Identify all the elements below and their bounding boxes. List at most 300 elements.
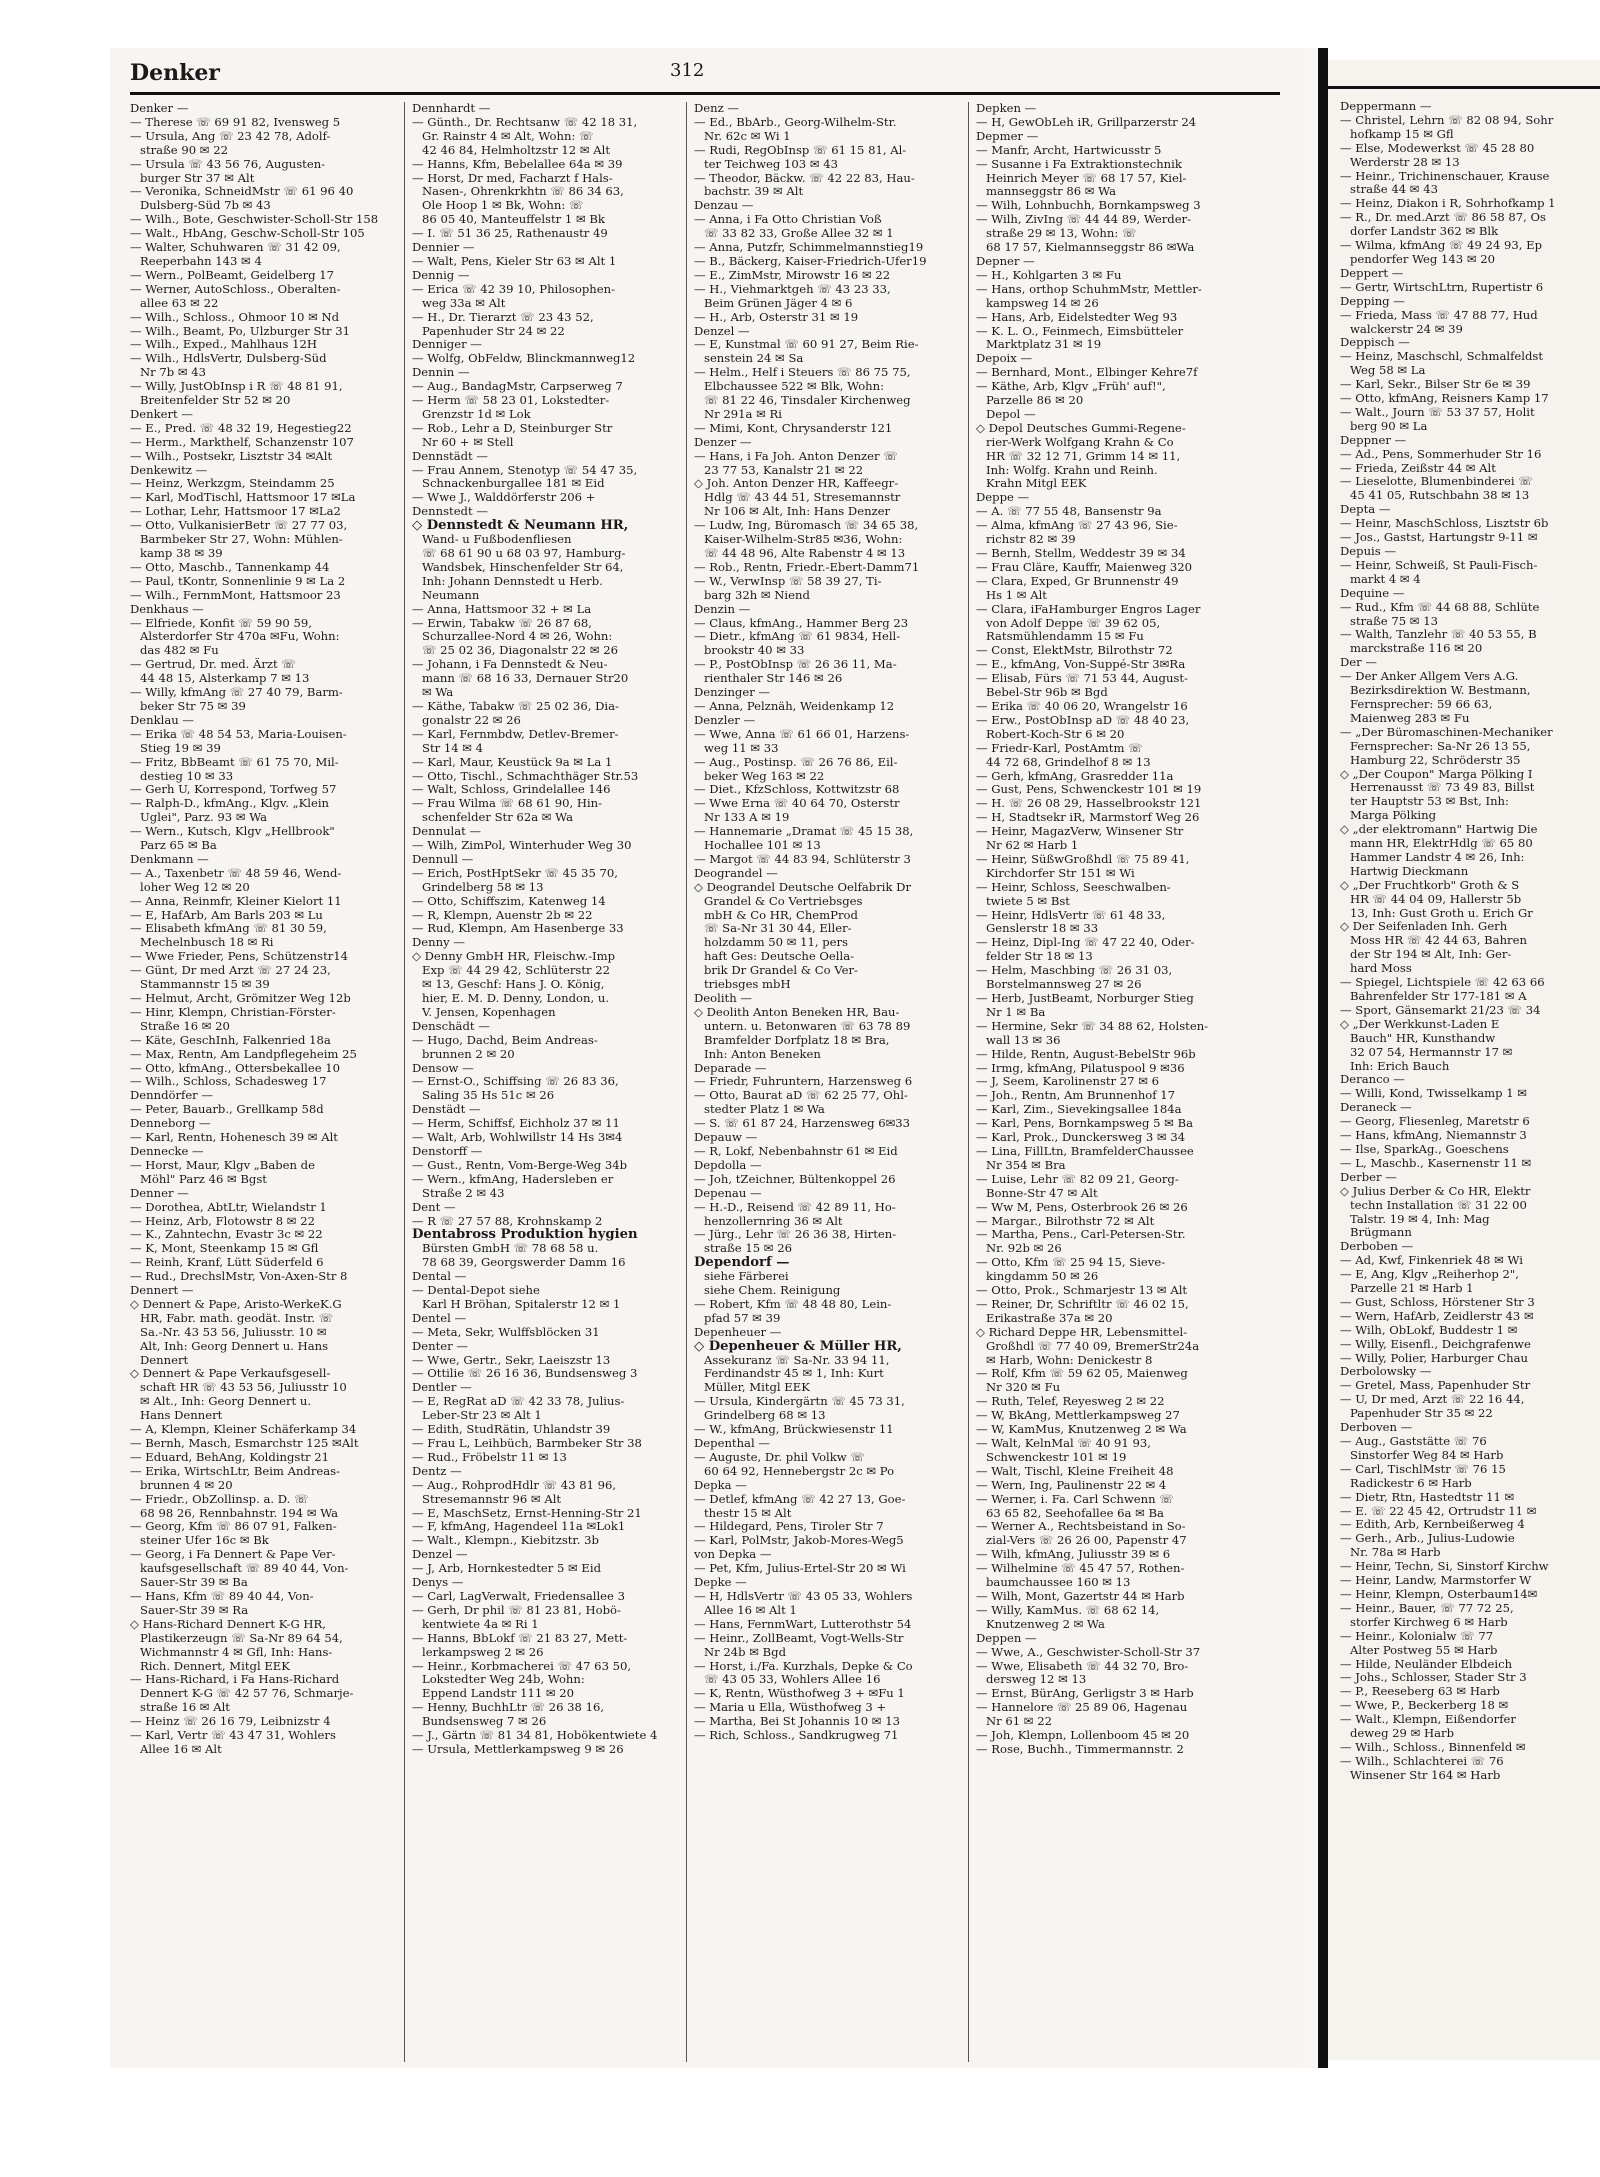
directory-entry: Wand- u Fußbodenfliesen: [422, 533, 572, 547]
directory-entry: — Hans, FernmWart, Lutterothstr 54: [694, 1617, 912, 1631]
surname-heading: Denzin —: [694, 602, 751, 616]
directory-entry: Bezirksdirektion W. Bestmann,: [1350, 684, 1531, 698]
directory-entry: — Heinr, MagazVerw, Winsener Str: [976, 825, 1184, 839]
directory-entry: — Ed., BbArb., Georg-Wilhelm-Str.: [694, 115, 897, 129]
directory-entry: ◇ Richard Deppe HR, Lebensmittel-: [976, 1325, 1188, 1339]
directory-entry: — Luise, Lehr ☏ 82 09 21, Georg-: [976, 1172, 1179, 1186]
directory-entry: Uglei", Parz. 93 ✉ Wa: [140, 811, 268, 825]
directory-entry: ter Hauptstr 53 ✉ Bst, Inh:: [1350, 795, 1509, 809]
book-gutter-shadow: [1318, 48, 1328, 2068]
directory-entry: Nr 320 ✉ Fu: [986, 1381, 1061, 1395]
directory-column-1: [130, 102, 388, 2062]
surname-heading: Denschädt —: [412, 1019, 490, 1033]
directory-entry: — Hannelore ☏ 25 89 06, Hagenau: [976, 1701, 1188, 1715]
directory-entry: Grindelberg 68 ✉ 13: [704, 1409, 826, 1423]
directory-entry: — Frau L, Leihbüch, Barmbeker Str 38: [412, 1437, 642, 1450]
directory-entry: — Karl, Fernmbdw, Detlev-Bremer-: [412, 727, 619, 741]
directory-entry: — Walt., Klempn, Eißendorfer: [1340, 1713, 1516, 1727]
directory-entry: — Rud., Kfm ☏ 44 68 88, Schlüte: [1340, 600, 1540, 614]
directory-entry: Leber-Str 23 ✉ Alt 1: [422, 1409, 542, 1423]
directory-entry: siehe Chem. Reinigung: [704, 1284, 841, 1298]
surname-heading: Depmer —: [976, 129, 1039, 143]
directory-entry: — J, Arb, Hornkestedter 5 ✉ Eid: [412, 1562, 602, 1576]
directory-entry: twiete 5 ✉ Bst: [986, 894, 1070, 908]
directory-entry: brookstr 40 ✉ 33: [704, 644, 805, 658]
directory-entry: — Ad, Kwf, Finkenriek 48 ✉ Wi: [1340, 1254, 1523, 1268]
directory-column-4: [976, 102, 1234, 2062]
surname-heading: Dennstedt —: [412, 505, 488, 519]
directory-entry: Schwenckestr 101 ✉ 19: [986, 1450, 1127, 1464]
directory-entry: — R, Lokf, Nebenbahnstr 61 ✉ Eid: [694, 1144, 898, 1158]
directory-entry: — Hugo, Dachd, Beim Andreas-: [412, 1033, 598, 1047]
directory-entry: — Henny, BuchhLtr ☏ 26 38 16,: [412, 1701, 605, 1715]
directory-entry: — Wwe Erna ☏ 40 64 70, Osterstr: [694, 797, 900, 811]
directory-entry: Alt, Inh: Georg Dennert u. Hans: [140, 1339, 329, 1353]
directory-entry: — Werner, i. Fa. Carl Schwenn ☏: [976, 1492, 1174, 1506]
surname-heading: Deppert —: [1340, 266, 1404, 280]
surname-heading: Depke —: [694, 1576, 747, 1590]
directory-entry: — Rich, Schloss., Sandkrugweg 71: [694, 1729, 899, 1743]
directory-entry: Beim Grünen Jäger 4 ✉ 6: [704, 296, 853, 310]
directory-entry: bachstr. 39 ✉ Alt: [704, 185, 804, 199]
directory-entry: — A, Klempn, Kleiner Schäferkamp 34: [130, 1423, 357, 1437]
directory-entry: Schnackenburgallee 181 ✉ Eid: [422, 477, 605, 491]
directory-entry: — Walt, KelnMal ☏ 40 91 93,: [976, 1437, 1151, 1450]
directory-entry: — Wern, Ing, Paulinenstr 22 ✉ 4: [976, 1478, 1167, 1492]
directory-entry: — Elisabeth kfmAng ☏ 81 30 59,: [130, 922, 327, 936]
directory-entry: — Werner A., Rechtsbeistand in So-: [976, 1520, 1186, 1534]
header-rule: [130, 92, 1280, 95]
directory-entry: — Günth., Dr. Rechtsanw ☏ 42 18 31,: [412, 115, 638, 129]
page-header: [130, 54, 1280, 94]
directory-entry: — Wwe, Gertr., Sekr, Laeiszstr 13: [412, 1353, 611, 1367]
directory-entry: — Wilh., Schloss., Binnenfeld ✉: [1340, 1740, 1526, 1754]
directory-entry: — Frau Annem, Stenotyp ☏ 54 47 35,: [412, 463, 638, 477]
directory-entry: Ratsmühlendamm 15 ✉ Fu: [986, 630, 1144, 644]
directory-entry: — Otto, Schiffszim, Katenweg 14: [412, 894, 606, 908]
directory-entry: mann HR, ElektrHdlg ☏ 65 80: [1350, 837, 1533, 851]
directory-entry: — Walt, Tischl, Kleine Freiheit 48: [976, 1464, 1174, 1478]
directory-entry: — H, GewObLeh iR, Grillparzerstr 24: [976, 115, 1197, 129]
directory-entry: — Ad., Pens, Sommerhuder Str 16: [1340, 447, 1542, 461]
surname-heading: Dennert —: [130, 1284, 194, 1298]
directory-entry: — Helm, Maschbing ☏ 26 31 03,: [976, 964, 1173, 978]
directory-entry: — Karl, Sekr., Bilser Str 6e ✉ 39: [1340, 378, 1531, 392]
directory-columns: [130, 102, 1280, 2062]
directory-entry: — Willy, KamMus. ☏ 68 62 14,: [976, 1603, 1160, 1617]
directory-entry: Grenzstr 1d ✉ Lok: [422, 407, 531, 421]
directory-entry: — Margar., Bilrothstr 72 ✉ Alt: [976, 1214, 1155, 1228]
directory-entry: — Erwin, Tabakw ☏ 26 87 68,: [412, 616, 592, 630]
directory-entry: — Käthe, Arb, Klgv „Früh' auf!",: [976, 380, 1166, 394]
directory-entry: — Heinz, Werkzgm, Steindamm 25: [130, 477, 335, 491]
surname-heading: Depner —: [976, 254, 1035, 268]
directory-entry: — Herm., Markthelf, Schanzenstr 107: [130, 435, 354, 449]
directory-entry: — Käthe, Tabakw ☏ 25 02 36, Dia-: [412, 699, 619, 713]
surname-heading: Dequine —: [1340, 586, 1405, 600]
directory-entry: ◇ Der Seifenladen Inh. Gerh: [1340, 920, 1508, 934]
directory-entry: — Wilh, Mont, Gazertstr 44 ✉ Harb: [976, 1589, 1185, 1603]
directory-entry: — Rose, Buchh., Timmermannstr. 2: [976, 1742, 1184, 1756]
directory-entry: — P., PostObInsp ☏ 26 36 11, Ma-: [694, 658, 897, 672]
directory-entry: Mechelnbusch 18 ✉ Ri: [140, 936, 274, 950]
directory-entry: haft Ges: Deutsche Oella-: [704, 950, 855, 964]
directory-entry: — Hildegard, Pens, Tiroler Str 7: [694, 1520, 884, 1534]
directory-entry: hier, E. M. D. Denny, London, u.: [422, 992, 610, 1005]
directory-entry: — R, Klempn, Auenstr 2b ✉ 22: [412, 908, 593, 922]
directory-entry: Str 14 ✉ 4: [422, 741, 484, 755]
directory-entry: HR ☏ 44 04 09, Hallerstr 5b: [1350, 892, 1522, 906]
directory-entry: — R., Dr. med.Arzt ☏ 86 58 87, Os: [1340, 211, 1546, 225]
directory-entry: — Walt., Klempn., Kiebitzstr. 3b: [412, 1534, 599, 1548]
directory-entry: — Wern., Kutsch, Klgv „Hellbrook": [130, 825, 335, 839]
directory-entry: 42 46 84, Helmholtzstr 12 ✉ Alt: [422, 143, 611, 157]
directory-entry: — „Der Büromaschinen-Mechaniker: [1340, 725, 1553, 739]
directory-entry: — Wilh., FernmMont, Hattsmoor 23: [130, 588, 341, 602]
directory-entry: straße 44 ✉ 43: [1350, 183, 1438, 197]
directory-entry: — W, BkAng, Mettlerkampsweg 27: [976, 1409, 1180, 1423]
directory-entry: — Max, Rentn, Am Landpflegeheim 25: [130, 1047, 357, 1061]
directory-entry: Allee 16 ✉ Alt: [140, 1742, 222, 1756]
directory-entry: — Wilh., Postsekr, Lisztstr 34 ✉Alt: [130, 449, 333, 463]
directory-entry: — Hans, kfmAng, Niemannstr 3: [1340, 1129, 1527, 1143]
directory-entry: ☏ 81 22 46, Tinsdaler Kirchenweg: [704, 394, 911, 408]
directory-entry: — Bernhard, Mont., Elbinger Kehre7f: [976, 366, 1198, 380]
facing-page-fragment: [1328, 60, 1600, 2060]
directory-entry: — Walt, Arb, Wohlwillstr 14 Hs 3✉4: [412, 1131, 623, 1145]
directory-entry: ☏ 44 48 96, Alte Rabenstr 4 ✉ 13: [704, 547, 906, 560]
directory-entry: — Clara, Exped, Gr Brunnenstr 49: [976, 574, 1179, 588]
directory-entry: — Wilh., Exped., Mahlhaus 12H: [130, 338, 317, 352]
directory-entry: 13, Inh: Gust Groth u. Erich Gr: [1350, 906, 1533, 920]
surname-heading: Denniger —: [412, 338, 482, 352]
surname-heading: Denndörfer —: [130, 1089, 214, 1103]
directory-entry: kingdamm 50 ✉ 26: [986, 1270, 1099, 1284]
directory-entry: — W., kfmAng, Brückwiesenstr 11: [694, 1423, 894, 1437]
directory-entry: — Lieselotte, Blumenbinderei ☏: [1340, 475, 1533, 489]
directory-entry: — Heinr., Kolonialw ☏ 77: [1340, 1629, 1494, 1643]
directory-entry: ✉ 13, Geschf: Hans J. O. König,: [422, 978, 605, 992]
directory-entry: — Wilma, kfmAng ☏ 49 24 93, Ep: [1340, 239, 1543, 253]
directory-entry: — Otto, kfmAng., Ottersbekallee 10: [130, 1061, 341, 1075]
facing-page-rule: [1328, 86, 1600, 89]
directory-entry: — Jürg., Lehr ☏ 26 36 38, Hirten-: [694, 1228, 897, 1242]
directory-entry: Hs 1 ✉ Alt: [986, 588, 1047, 602]
directory-entry: Hartwig Dieckmann: [1350, 864, 1469, 878]
directory-page: [110, 48, 1300, 2068]
directory-entry: — Wern., kfmAng, Hadersleben er: [412, 1172, 614, 1186]
directory-entry: ☏ Sa-Nr 31 30 44, Eller-: [704, 922, 852, 936]
directory-entry: — Wilh, ObLokf, Buddestr 1 ✉: [1340, 1323, 1518, 1337]
directory-entry: — Irmg, kfmAng, Pilatuspool 9 ✉36: [976, 1061, 1185, 1075]
directory-entry: Brügmann: [1350, 1226, 1412, 1240]
directory-entry: — H., Viehmarktgeh ☏ 43 23 33,: [694, 282, 891, 296]
directory-entry: — Frieda, Mass ☏ 47 88 77, Hud: [1340, 308, 1538, 322]
directory-entry: — Heinz ☏ 26 16 79, Leibnizstr 4: [130, 1715, 331, 1729]
directory-entry: Winsener Str 164 ✉ Harb: [1350, 1768, 1501, 1782]
surname-heading: Dennier —: [412, 241, 475, 255]
directory-entry: — Martha, Pens., Carl-Petersen-Str.: [976, 1228, 1186, 1242]
directory-entry: — Ernst-O., Schiffsing ☏ 26 83 36,: [412, 1075, 619, 1089]
surname-heading: Deraneck —: [1340, 1101, 1412, 1115]
directory-entry: — Ww M, Pens, Osterbrook 26 ✉ 26: [976, 1200, 1188, 1214]
directory-entry: Papenhuder Str 24 ✉ 22: [422, 324, 565, 338]
directory-entry: — Sport, Gänsemarkt 21/23 ☏ 34: [1340, 1003, 1541, 1017]
directory-entry: — Gerh., Arb., Julius-Ludowie: [1340, 1532, 1515, 1546]
directory-entry: ◇ Julius Derber & Co HR, Elektr: [1340, 1184, 1531, 1198]
directory-entry: 86 05 40, Manteuffelstr 1 ✉ Bk: [422, 213, 605, 227]
directory-entry: — Rud, Klempn, Am Hasenberge 33: [412, 922, 624, 936]
directory-entry: — F, kfmAng, Hagendeel 11a ✉Lok1: [412, 1520, 626, 1534]
surname-heading: Denstädt —: [412, 1103, 481, 1117]
surname-heading: Dennig —: [412, 268, 470, 282]
surname-heading: Denkewitz —: [130, 463, 208, 477]
directory-entry: — Hans-Richard, i Fa Hans-Richard: [130, 1673, 340, 1687]
directory-entry: 23 77 53, Kanalstr 21 ✉ 22: [704, 463, 864, 477]
directory-entry: Erikastraße 37a ✉ 20: [986, 1311, 1113, 1325]
directory-entry: von Adolf Deppe ☏ 39 62 05,: [986, 616, 1161, 630]
directory-entry: Werderstr 28 ✉ 13: [1350, 155, 1460, 169]
directory-entry: berg 90 ✉ La: [1350, 419, 1428, 433]
facing-page-column: [1340, 100, 1600, 2060]
directory-entry: — L, Maschb., Kasernenstr 11 ✉: [1340, 1156, 1532, 1170]
directory-entry: — Heinz, Diakon i R, Sohrhofkamp 1: [1340, 197, 1556, 211]
directory-entry: — Gertrud, Dr. med. Ärzt ☏: [130, 658, 296, 672]
directory-entry: — Aug., Gaststätte ☏ 76: [1340, 1435, 1487, 1448]
directory-entry: — Dietr., kfmAng ☏ 61 9834, Hell-: [694, 630, 901, 644]
directory-column-2: [412, 102, 670, 2062]
directory-entry: gonalstr 22 ✉ 26: [422, 713, 521, 727]
surname-heading: Deppen —: [976, 1631, 1037, 1645]
directory-entry: stedter Platz 1 ✉ Wa: [704, 1103, 825, 1117]
directory-entry: — Werner, AutoSchloss., Oberalten-: [130, 282, 341, 296]
surname-heading: Dennulat —: [412, 825, 482, 839]
directory-entry: — R ☏ 27 57 88, Krohnskamp 2: [412, 1214, 603, 1228]
directory-entry: Dentabross Produktion hygien: [412, 1228, 638, 1243]
directory-entry: brik Dr Grandel & Co Ver-: [704, 964, 858, 978]
directory-entry: Fernsprecher: Sa-Nr 26 13 55,: [1350, 739, 1531, 753]
directory-entry: Straße 16 ✉ 20: [140, 1019, 230, 1033]
directory-entry: 32 07 54, Hermannstr 17 ✉: [1350, 1045, 1513, 1059]
surname-heading: Dennull —: [412, 852, 474, 866]
directory-entry: ◇ Dennert & Pape Verkaufsgesell-: [130, 1367, 331, 1381]
directory-entry: — Spiegel, Lichtspiele ☏ 42 63 66: [1340, 976, 1545, 990]
directory-entry: Nr 60 + ✉ Stell: [422, 435, 514, 449]
directory-entry: — Friedr-Karl, PostAmtm ☏: [976, 741, 1143, 755]
directory-entry: — H, Stadtsekr iR, Marmstorf Weg 26: [976, 811, 1200, 825]
directory-entry: markt 4 ✉ 4: [1350, 572, 1421, 586]
directory-entry: — Heinr, Techn, Si, Sinstorf Kirchw: [1340, 1560, 1549, 1574]
directory-entry: Wandsbek, Hinschenfelder Str 64,: [422, 560, 624, 574]
directory-entry: Karl H Bröhan, Spitalerstr 12 ✉ 1: [422, 1297, 621, 1311]
directory-entry: Möhl" Parz 46 ✉ Bgst: [140, 1172, 267, 1186]
directory-entry: Nr. 78a ✉ Harb: [1350, 1546, 1441, 1560]
directory-entry: — K. L. O., Feinmech, Eimsbütteler: [976, 324, 1184, 338]
directory-entry: — Wilh., Schloss., Ohmoor 10 ✉ Nd: [130, 310, 340, 324]
surname-heading: von Depka —: [694, 1548, 772, 1562]
directory-entry: Borstelmannsweg 27 ✉ 26: [986, 978, 1142, 992]
directory-entry: — Erw., PostObInsp aD ☏ 48 40 23,: [976, 713, 1190, 727]
directory-entry: Bundsensweg 7 ✉ 26: [422, 1715, 547, 1729]
directory-entry: — Hinr, Klempn, Christian-Förster-: [130, 1005, 336, 1019]
directory-entry: — Aug., RohprodHdlr ☏ 43 81 96,: [412, 1478, 617, 1492]
directory-entry: — Gust., Rentn, Vom-Berge-Weg 34b: [412, 1158, 628, 1172]
surname-heading: Densow —: [412, 1061, 474, 1075]
surname-heading: Denny —: [412, 936, 465, 950]
surname-heading: Derbolowsky —: [1340, 1365, 1432, 1379]
directory-entry: — Rudi, RegObInsp ☏ 61 15 81, Al-: [694, 143, 907, 157]
surname-heading: Denzel —: [412, 1548, 468, 1562]
directory-entry: — Margot ☏ 44 83 94, Schlüterstr 3: [694, 852, 911, 866]
directory-entry: — Hanns, Kfm, Bebelallee 64a ✉ 39: [412, 157, 623, 171]
directory-entry: — Eduard, BehAng, Koldingstr 21: [130, 1450, 330, 1464]
directory-entry: Genslerstr 18 ✉ 33: [986, 922, 1099, 936]
directory-entry: — I. ☏ 51 36 25, Rathenaustr 49: [412, 227, 608, 241]
directory-entry: — Herb, JustBeamt, Norburger Stieg: [976, 992, 1194, 1005]
directory-entry: — Helmut, Archt, Grömitzer Weg 12b: [130, 992, 351, 1005]
surname-heading: Denzel —: [694, 324, 750, 338]
directory-entry: ◇ „Der Coupon" Marga Pölking I: [1340, 767, 1533, 781]
directory-entry: — Karl, ModTischl, Hattsmoor 17 ✉La: [130, 491, 356, 505]
directory-entry: Nr 291a ✉ Ri: [704, 407, 782, 421]
directory-entry: Hochallee 101 ✉ 13: [704, 839, 821, 853]
directory-entry: — Joh, Klempn, Lollenboom 45 ✉ 20: [976, 1729, 1190, 1743]
directory-entry: Sinstorfer Weg 84 ✉ Harb: [1350, 1448, 1504, 1462]
directory-entry: — Wwe Frieder, Pens, Schützenstr14: [130, 950, 349, 964]
directory-entry: — Käte, GeschInh, Falkenried 18a: [130, 1033, 331, 1047]
directory-entry: schenfelder Str 62a ✉ Wa: [422, 811, 574, 825]
directory-entry: — P., Reeseberg 63 ✉ Harb: [1340, 1685, 1500, 1699]
surname-heading: Depta —: [1340, 503, 1391, 517]
directory-entry: — Otto, Kfm ☏ 25 94 15, Sieve-: [976, 1256, 1166, 1270]
directory-entry: kaufsgesellschaft ☏ 89 40 44, Von-: [140, 1562, 349, 1576]
surname-heading: Dennecke —: [130, 1144, 204, 1158]
directory-entry: Hdlg ☏ 43 44 51, Stresemannstr: [704, 491, 901, 505]
directory-entry: — Ludw, Ing, Büromasch ☏ 34 65 38,: [694, 519, 919, 533]
book-gutter: [1300, 48, 1318, 2068]
directory-entry: allee 63 ✉ 22: [140, 296, 219, 310]
directory-entry: — Walth, Tanzlehr ☏ 40 53 55, B: [1340, 628, 1537, 642]
directory-entry: — Ursula, Kindergärtn ☏ 45 73 31,: [694, 1395, 905, 1409]
directory-entry: 68 17 57, Kielmannseggstr 86 ✉Wa: [986, 241, 1195, 255]
directory-entry: — Karl, Vertr ☏ 43 47 31, Wohlers: [130, 1729, 336, 1743]
directory-entry: Schurzallee-Nord 4 ✉ 26, Wohn:: [422, 630, 613, 644]
directory-entry: — Ursula ☏ 43 56 76, Augusten-: [130, 157, 326, 171]
directory-entry: — Otto, kfmAng, Reisners Kamp 17: [1340, 392, 1549, 406]
directory-entry: — Joh, tZeichner, Bültenkoppel 26: [694, 1172, 896, 1186]
directory-entry: — Alma, kfmAng ☏ 27 43 96, Sie-: [976, 519, 1178, 533]
directory-entry: straße 16 ✉ Alt: [140, 1701, 230, 1715]
directory-entry: — Heinr., Bauer, ☏ 77 72 25,: [1340, 1601, 1514, 1615]
directory-entry: ◇ Hans-Richard Dennert K-G HR,: [130, 1617, 326, 1631]
directory-entry: — Dietr, Rtn, Hastedtstr 11 ✉: [1340, 1490, 1515, 1504]
directory-entry: Alsterdorfer Str 470a ✉Fu, Wohn:: [140, 630, 340, 644]
directory-column-3: [694, 102, 952, 2062]
directory-entry: — Karl, Rentn, Hohenesch 39 ✉ Alt: [130, 1131, 338, 1145]
directory-entry: Sauer-Str 39 ✉ Ra: [140, 1603, 249, 1617]
directory-entry: — Karl, PolMstr, Jakob-Mores-Weg5: [694, 1534, 904, 1548]
surname-heading: Depoix —: [976, 352, 1033, 366]
surname-heading: Dennhardt —: [412, 102, 491, 115]
directory-entry: — Peter, Bauarb., Grellkamp 58d: [130, 1103, 324, 1117]
surname-heading: Dentel —: [412, 1311, 467, 1325]
directory-entry: ter Teichweg 103 ✉ 43: [704, 157, 838, 171]
directory-entry: — Erica ☏ 42 39 10, Philosophen-: [412, 282, 615, 296]
directory-entry: — Wilh, ZimPol, Winterhuder Weg 30: [412, 839, 632, 853]
directory-entry: brunnen 4 ✉ 20: [140, 1478, 233, 1492]
directory-entry: — Anna, i Fa Otto Christian Voß: [694, 213, 882, 227]
directory-entry: — Auguste, Dr. phil Volkw ☏: [694, 1450, 865, 1464]
directory-entry: ◇ Depol Deutsches Gummi-Regene-: [976, 421, 1186, 435]
directory-entry: — Joh., Rentn, Am Brunnenhof 17: [976, 1089, 1176, 1103]
directory-entry: Exp ☏ 44 29 42, Schlüterstr 22: [422, 964, 611, 978]
directory-entry: storfer Kirchweg 6 ✉ Harb: [1350, 1615, 1508, 1629]
directory-entry: — Wilh., HdlsVertr, Dulsberg-Süd: [130, 352, 327, 366]
directory-entry: Grindelberg 58 ✉ 13: [422, 880, 544, 894]
directory-entry: — A., Taxenbetr ☏ 48 59 46, Wend-: [130, 866, 342, 880]
directory-entry: Robert-Koch-Str 6 ✉ 20: [986, 727, 1125, 741]
directory-entry: — Bernh, Stellm, Weddestr 39 ✉ 34: [976, 547, 1186, 560]
directory-entry: Heinrich Meyer ☏ 68 17 57, Kiel-: [986, 171, 1187, 185]
directory-entry: Marga Pölking: [1350, 809, 1436, 823]
directory-entry: ◇ Deolith Anton Beneken HR, Bau-: [694, 1005, 900, 1019]
surname-heading: Denzinger —: [694, 686, 771, 700]
directory-entry: Dennert K-G ☏ 42 57 76, Schmarje-: [140, 1687, 354, 1701]
directory-entry: — Hilde, Rentn, August-BebelStr 96b: [976, 1047, 1196, 1061]
directory-entry: Dennert: [140, 1353, 189, 1367]
directory-entry: Lokstedter Weg 24b, Wohn:: [422, 1673, 585, 1687]
directory-entry: — Const, ElektMstr, Bilrothstr 72: [976, 644, 1173, 658]
surname-heading: Denzer —: [694, 435, 752, 449]
column-divider: [686, 102, 687, 2062]
directory-entry: ◇ Joh. Anton Denzer HR, Kaffeegr-: [694, 477, 899, 491]
directory-entry: — Otto, Prok., Schmarjestr 13 ✉ Alt: [976, 1284, 1188, 1298]
directory-entry: ◇ „Der Werkkunst-Laden E: [1340, 1017, 1500, 1031]
directory-entry: — Walter, Schuhwaren ☏ 31 42 09,: [130, 241, 341, 255]
directory-entry: der Str 194 ✉ Alt, Inh: Ger-: [1350, 948, 1512, 962]
directory-entry: — Reiner, Dr, Schriftltr ☏ 46 02 15,: [976, 1297, 1189, 1311]
directory-entry: Maienweg 283 ✉ Fu: [1350, 711, 1470, 725]
directory-entry: rier-Werk Wolfgang Krahn & Co: [986, 435, 1174, 449]
directory-entry: Gr. Rainstr 4 ✉ Alt, Wohn: ☏: [422, 129, 594, 143]
surname-heading: Denys —: [412, 1576, 464, 1590]
surname-heading: Denz —: [694, 102, 740, 115]
directory-entry: Plastikerzeugn ☏ Sa-Nr 89 64 54,: [140, 1631, 343, 1645]
directory-entry: Radickestr 6 ✉ Harb: [1350, 1476, 1472, 1490]
directory-entry: Parzelle 86 ✉ 20: [986, 394, 1084, 408]
directory-entry: — Anna, Putzfr, Schimmelmannstieg19: [694, 241, 924, 255]
directory-entry: — W, KamMus, Knutzenweg 2 ✉ Wa: [976, 1423, 1187, 1437]
directory-entry: — H., Kohlgarten 3 ✉ Fu: [976, 268, 1122, 282]
directory-entry: — Walt, Schloss, Grindelallee 146: [412, 783, 611, 797]
directory-entry: Parz 65 ✉ Ba: [140, 839, 217, 853]
directory-entry: Alter Postweg 55 ✉ Harb: [1350, 1643, 1498, 1657]
directory-entry: kampsweg 14 ✉ 26: [986, 296, 1099, 310]
directory-entry: Breitenfelder Str 52 ✉ 20: [140, 394, 291, 408]
directory-entry: — Clara, iFaHamburger Engros Lager: [976, 602, 1201, 616]
directory-entry: — Willy, Eisenfl., Deichgrafenwe: [1340, 1337, 1531, 1351]
directory-entry: Bahrenfelder Str 177-181 ✉ A: [1350, 990, 1527, 1003]
directory-entry: — Ralph-D., kfmAng., Klgv. „Klein: [130, 797, 330, 811]
column-divider: [404, 102, 405, 2062]
directory-entry: — Rolf, Kfm ☏ 59 62 05, Maienweg: [976, 1367, 1188, 1381]
surname-heading: Derber —: [1340, 1170, 1397, 1184]
directory-entry: — Bernh, Masch, Esmarchstr 125 ✉Alt: [130, 1437, 359, 1450]
directory-entry: — Wwe J., Walddörferstr 206 +: [412, 491, 596, 505]
directory-entry: Knutzenweg 2 ✉ Wa: [986, 1617, 1105, 1631]
directory-entry: — Otto, VulkanisierBetr ☏ 27 77 03,: [130, 519, 348, 533]
directory-entry: richstr 82 ✉ 39: [986, 533, 1076, 547]
